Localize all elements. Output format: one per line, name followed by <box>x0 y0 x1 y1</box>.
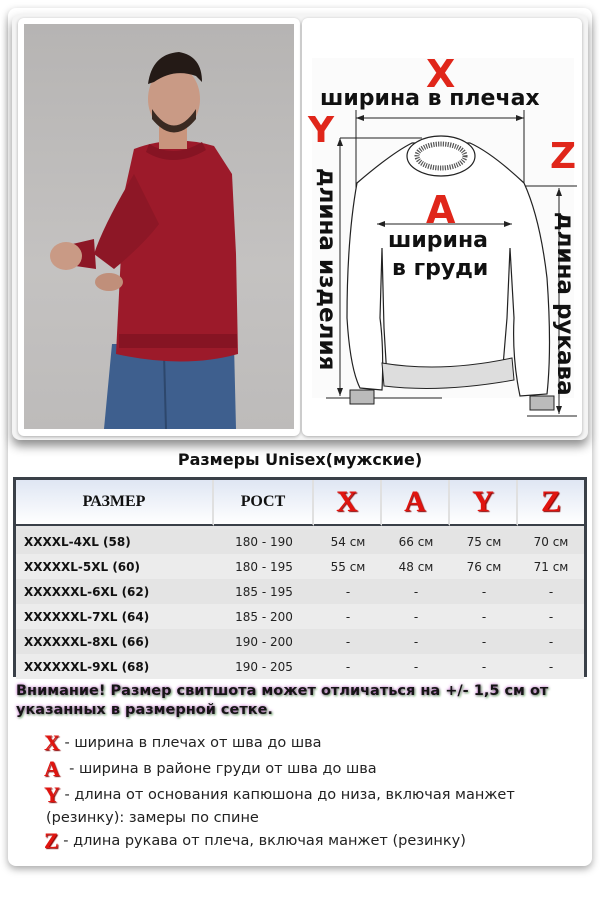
table-row <box>16 604 584 629</box>
cell-height: 185 - 200 <box>235 609 293 624</box>
cell-z: - <box>548 584 554 599</box>
legend-letter: X <box>44 730 60 755</box>
cell-a: 48 см <box>398 559 434 574</box>
table-row <box>16 629 584 654</box>
cell-size: XXXXXXL-8XL (66) <box>24 634 150 649</box>
cell-z: - <box>548 609 554 624</box>
size-warning: Внимание! Размер свитшота может отличаться на +/- 1,5 см от указанных в размерной сетке. <box>16 683 549 718</box>
cell-x: 55 см <box>330 559 366 574</box>
a-label-line1: ширина <box>388 228 488 253</box>
a-letter: A <box>426 188 456 232</box>
legend-letter: Y <box>44 782 60 807</box>
measurement-legend <box>44 730 584 854</box>
legend-item-x <box>44 730 584 756</box>
z-label: длина рукава <box>552 212 578 396</box>
legend-text: - длина от основания капюшона до низа, включая манжет <box>59 787 515 803</box>
cell-y: - <box>481 584 487 599</box>
a-label-line2: в груди <box>392 256 489 281</box>
table-title: Размеры Unisex(мужские) <box>177 450 423 469</box>
measurement-diagram <box>302 18 582 436</box>
cell-height: 190 - 205 <box>235 659 293 674</box>
legend-letter: Z <box>44 828 59 853</box>
cell-x: - <box>345 609 351 624</box>
header-x: X <box>314 480 382 526</box>
legend-item-y-continuation: (резинку): замеры по спине <box>46 810 259 826</box>
cell-x: - <box>345 659 351 674</box>
legend-text: - ширина в районе груди от шва до шва <box>59 761 377 777</box>
table-body <box>16 529 584 679</box>
legend-item-z <box>44 828 584 854</box>
cell-size: XXXXXXL-7XL (64) <box>24 609 150 624</box>
table-row <box>16 554 584 579</box>
legend-text: - ширина в плечах от шва до шва <box>59 735 322 751</box>
cell-size: XXXXXXL-6XL (62) <box>24 584 150 599</box>
cell-a: - <box>413 634 419 649</box>
header-height: РОСТ <box>214 480 314 526</box>
cell-a: - <box>413 584 419 599</box>
legend-item-y <box>44 782 584 808</box>
header-size: РАЗМЕР <box>16 480 214 526</box>
size-table <box>13 477 587 677</box>
x-label: ширина в плечах <box>320 86 540 111</box>
cell-z: 70 см <box>533 534 569 549</box>
cell-height: 180 - 190 <box>235 534 293 549</box>
model-illustration <box>24 24 294 429</box>
cell-size: XXXXXL-5XL (60) <box>24 559 140 574</box>
cell-z: - <box>548 634 554 649</box>
x-letter: X <box>426 52 456 96</box>
header-y: Y <box>450 480 518 526</box>
legend-item-a <box>44 756 584 782</box>
table-header <box>16 480 584 527</box>
y-label: длина изделия <box>314 168 340 371</box>
cell-y: - <box>481 659 487 674</box>
y-letter: Y <box>308 110 335 151</box>
cell-a: - <box>413 659 419 674</box>
cell-size: XXXXL-4XL (58) <box>24 534 131 549</box>
cell-a: - <box>413 609 419 624</box>
cell-y: 76 см <box>466 559 502 574</box>
cell-z: 71 см <box>533 559 569 574</box>
header-a: A <box>382 480 450 526</box>
model-photo <box>24 24 294 429</box>
cell-a: 66 см <box>398 534 434 549</box>
cell-y: - <box>481 634 487 649</box>
cell-height: 180 - 195 <box>235 559 293 574</box>
cell-size: XXXXXXL-9XL (68) <box>24 659 150 674</box>
cell-y: 75 см <box>466 534 502 549</box>
legend-letter: A <box>44 756 60 781</box>
legend-text: - длина рукава от плеча, включая манжет (резинку) <box>58 833 466 849</box>
table-row <box>16 579 584 604</box>
header-z: Z <box>518 480 584 526</box>
cell-y: - <box>481 609 487 624</box>
cell-x: - <box>345 584 351 599</box>
table-row <box>16 529 584 554</box>
cell-height: 185 - 195 <box>235 584 293 599</box>
z-letter: Z <box>550 136 577 177</box>
table-row <box>16 654 584 679</box>
cell-x: 54 см <box>330 534 366 549</box>
cell-x: - <box>345 634 351 649</box>
cell-z: - <box>548 659 554 674</box>
cell-height: 190 - 200 <box>235 634 293 649</box>
